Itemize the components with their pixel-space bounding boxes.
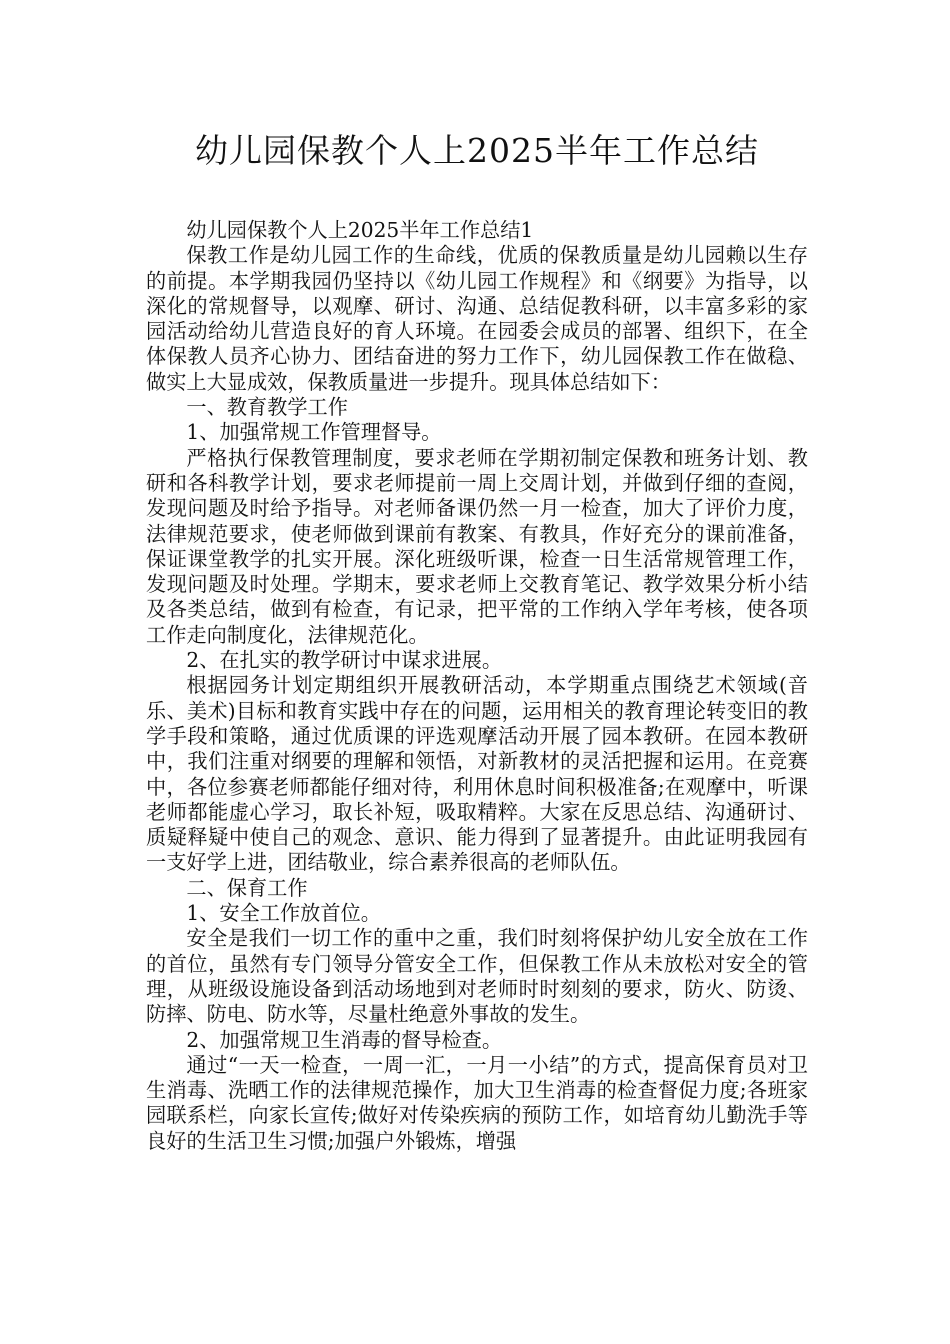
document-body — [146, 218, 808, 1154]
body-paragraph: 严格执行保教管理制度，要求老师在学期初制定保教和班务计划、教研和各科教学计划，要求老师提前一周上交周计划，并做到仔细的查阅，发现问题及时给予指导。对老师备课仍然一月一检查，加大了评价力度，法律规范要求，使老师做到课前有教案、有教具，作好充分的课前准备，保证课堂教学的扎实开展。深化班级听课，检查一日生活常规管理工作，发现问题及时处理。学期末，要求老师上交教育笔记、教学效果分析小结及各类总结，做到有检查，有记录，把平常的工作纳入学年考核，使各项工作走向制度化，法律规范化。 — [146, 445, 808, 647]
section-heading: 一、教育教学工作 — [186, 395, 348, 420]
body-paragraph: 根据园务计划定期组织开展教研活动，本学期重点围绕艺术领域(音乐、美术)目标和教育实践中存在的问题，运用相关的教育理论转变旧的教学手段和策略，通过优质课的评选观摩活动开展了园本教研。在园本教研中，我们注重对纲要的理解和领悟，对新教材的灵活把握和运用。在竞赛中，各位参赛老师都能仔细对待，利用休息时间积极准备;在观摩中，听课老师都能虚心学习，取长补短，吸取精粹。大家在反思总结、沟通研讨、质疑释疑中使自己的观念、意识、能力得到了显著提升。由此证明我园有一支好学上进，团结敬业，综合素养很高的老师队伍。 — [146, 673, 808, 875]
section-heading: 幼儿园保教个人上2025半年工作总结1 — [186, 218, 534, 242]
subsection-heading: 1、安全工作放首位。 — [186, 901, 381, 926]
subsection-heading: 2、加强常规卫生消毒的督导检查。 — [186, 1027, 503, 1052]
body-paragraph: 保教工作是幼儿园工作的生命线，优质的保教质量是幼儿园赖以生存的前提。本学期我园仍坚持以《幼儿园工作规程》和《纲要》为指导，以深化的常规督导，以观摩、研讨、沟通、总结促教科研，以丰富多彩的家园活动给幼儿营造良好的育人环境。在园委会成员的部署、组织下，在全体保教人员齐心协力、团结奋进的努力工作下，幼儿园保教工作在做稳、做实上大显成效，保教质量进一步提升。现具体总结如下： — [146, 243, 808, 394]
subsection-heading: 2、在扎实的教学研讨中谋求进展。 — [186, 648, 503, 673]
document-title: 幼儿园保教个人上2025半年工作总结 — [195, 131, 759, 170]
document-page — [146, 128, 808, 1154]
section-heading: 二、保育工作 — [186, 875, 308, 900]
body-paragraph: 安全是我们一切工作的重中之重，我们时刻将保护幼儿安全放在工作的首位，虽然有专门领导分管安全工作，但保教工作从未放松对安全的管理，从班级设施设备到活动场地到对老师时时刻刻的要求，防火、防烫、防摔、防电、防水等，尽量杜绝意外事故的发生。 — [146, 926, 808, 1027]
subsection-heading: 1、加强常规工作管理督导。 — [186, 420, 442, 445]
body-paragraph: 通过“一天一检查，一周一汇，一月一小结”的方式，提高保育员对卫生消毒、洗晒工作的法律规范操作，加大卫生消毒的检查督促力度;各班家园联系栏，向家长宣传;做好对传染疾病的预防工作，如培育幼儿勤洗手等良好的生活卫生习惯;加强户外锻炼，增强 — [146, 1052, 808, 1153]
